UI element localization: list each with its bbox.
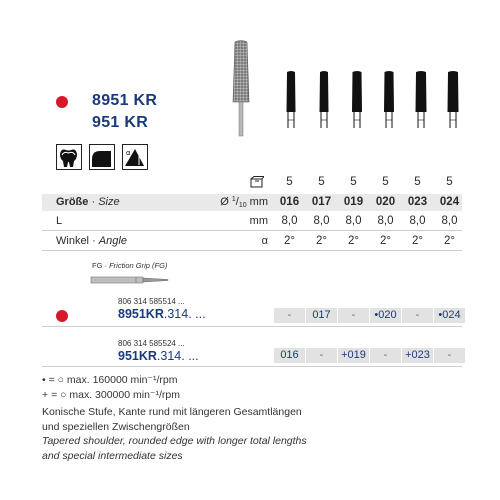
length-row [42, 214, 462, 229]
length-value: 8,0 [377, 215, 394, 227]
order-cell[interactable]: - [274, 308, 305, 323]
order-number: 951KR.314. ... [118, 349, 199, 363]
tooth-icon [56, 144, 82, 170]
pack-qty: 5 [350, 176, 357, 188]
model-title-primary: 8951 KR [92, 92, 158, 109]
angle-icon [122, 144, 148, 170]
angle-value: 2° [284, 235, 295, 247]
red-dot-marker [56, 96, 68, 108]
length-label: L [56, 215, 63, 227]
length-value: 8,0 [313, 215, 330, 227]
length-value: 8,0 [409, 215, 426, 227]
description [42, 405, 462, 463]
bur-silhouette [445, 70, 461, 130]
angle-value: 2° [316, 235, 327, 247]
size-unit: Ø $^1$/10 mm [220, 196, 268, 209]
size-value: 019 [343, 196, 364, 208]
size-row [42, 194, 462, 211]
bur-illustration [226, 38, 256, 138]
bur-silhouette [283, 70, 299, 130]
size-label: Größe · Size [56, 196, 120, 208]
order-cell[interactable]: - [306, 348, 337, 363]
pack-qty: 5 [446, 176, 453, 188]
angle-value: 2° [444, 235, 455, 247]
pack-qty: 5 [286, 176, 293, 188]
length-unit: mm [249, 215, 268, 227]
speed-text: = ○ max. 160000 min⁻¹/rpm [48, 374, 178, 386]
pack-qty: 5 [318, 176, 325, 188]
model-title-secondary: 951 KR [92, 114, 149, 131]
angle-label: Winkel · Angle [56, 235, 127, 247]
size-value: 016 [279, 196, 300, 208]
shank-illustration [90, 274, 170, 286]
description-de-1: Konische Stufe, Kante rund mit längeren Gesamtlängen [42, 406, 302, 418]
order-cell[interactable]: - [370, 348, 401, 363]
bur-silhouette [413, 70, 429, 130]
order-cell[interactable]: 017 [306, 308, 337, 323]
size-label-en: Size [98, 196, 120, 208]
row-divider [42, 250, 462, 251]
speed-text: = ○ max. 300000 min⁻¹/rpm [51, 389, 180, 401]
size-label-de: Größe [56, 196, 89, 208]
row-divider [42, 230, 462, 231]
shank-label: FG · Friction Grip (FG) [92, 261, 168, 270]
size-value: 017 [311, 196, 332, 208]
pack-qty: 5 [382, 176, 389, 188]
order-number: 8951KR.314. ... [118, 307, 206, 321]
order-cell[interactable]: •024 [434, 308, 465, 323]
bur-silhouette [316, 70, 332, 130]
order-cell[interactable]: 016 [274, 348, 305, 363]
pack-qty: 5 [414, 176, 421, 188]
speed-symbol: + [42, 389, 49, 401]
size-value: 020 [375, 196, 396, 208]
package-row [42, 175, 462, 190]
size-value: 023 [407, 196, 428, 208]
length-value: 8,0 [345, 215, 362, 227]
angle-label-en: Angle [98, 235, 127, 247]
angle-label-de: Winkel [56, 235, 90, 247]
angle-row [42, 234, 462, 249]
red-dot-marker [56, 310, 68, 322]
order-cell[interactable]: +023 [402, 348, 433, 363]
angle-value: 2° [380, 235, 391, 247]
description-de-2: und speziellen Zwischengrößen [42, 420, 190, 433]
speed-symbol: • [42, 374, 46, 386]
order-cell[interactable]: - [402, 308, 433, 323]
order-cell[interactable]: •020 [370, 308, 401, 323]
article-code: 806 314 585514 ... [118, 297, 185, 306]
angle-value: 2° [348, 235, 359, 247]
size-value: 024 [439, 196, 460, 208]
package-icon [250, 176, 264, 188]
order-row [274, 308, 466, 323]
row-divider [42, 326, 462, 327]
order-cell[interactable]: +019 [338, 348, 369, 363]
article-code: 806 314 585524 ... [118, 339, 185, 348]
length-value: 8,0 [441, 215, 458, 227]
row-divider [42, 366, 462, 367]
bur-silhouette [349, 70, 365, 130]
order-cell[interactable]: - [434, 348, 465, 363]
svg-text:α: α [126, 149, 131, 157]
description-en-1: Tapered shoulder, rounded edge with longer total lengths [42, 435, 307, 447]
description-en-2: and special intermediate sizes [42, 449, 183, 462]
speed-legend-1 [42, 374, 178, 386]
bur-silhouette [381, 70, 397, 130]
rounded-edge-icon [89, 144, 115, 170]
speed-legend-2 [42, 389, 180, 401]
length-value: 8,0 [281, 215, 298, 227]
angle-unit: α [261, 235, 268, 247]
angle-value: 2° [412, 235, 423, 247]
order-row [274, 348, 466, 363]
order-cell[interactable]: - [338, 308, 369, 323]
